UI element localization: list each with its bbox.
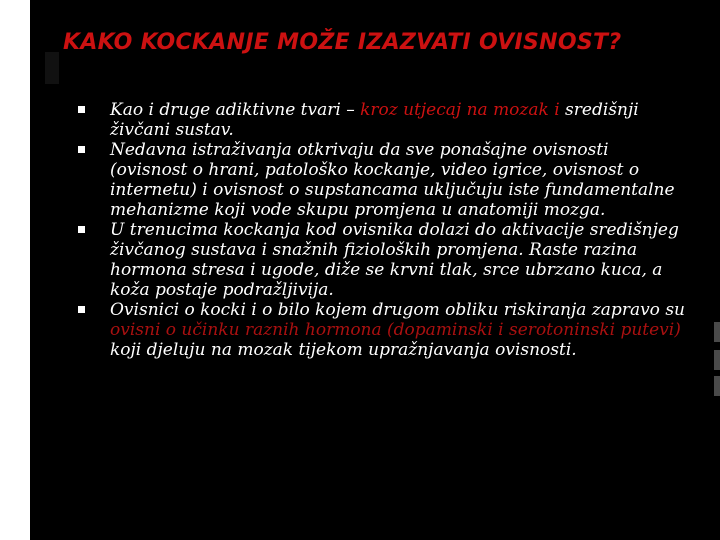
- bullet-highlight: ovisni o učinku raznih hormona (dopaminski i serotoninski putevi): [110, 320, 681, 340]
- bullet-text: središnji živčani sustav.: [110, 100, 639, 140]
- decor-bar-right-3: [714, 376, 720, 396]
- bullet-square-icon: [78, 306, 85, 313]
- decor-bar-left: [45, 52, 59, 84]
- bullet-text: Ovisnici o kocki i o bilo kojem drugom obliku riskiranja zapravo su: [110, 300, 685, 320]
- bullet-square-icon: [78, 146, 85, 153]
- bullet-list: [78, 100, 688, 360]
- bullet-item: [78, 140, 688, 220]
- bullet-text: Kao i druge adiktivne tvari –: [110, 100, 361, 120]
- slide: [30, 0, 720, 540]
- bullet-text: koji djeluju na mozak tijekom upražnjavanja ovisnosti.: [110, 340, 577, 360]
- bullet-item: [78, 300, 688, 360]
- bullet-text: U trenucima kockanja kod ovisnika dolazi do aktivacije središnjeg živčanog sustava i snažnih fizioloških promjena. Raste razina hormona stresa i ugode, diže se krvni tlak, srce ubrzano kuca, a koža postaje podražljivija.: [110, 220, 679, 300]
- bullet-square-icon: [78, 226, 85, 233]
- bullet-text: Nedavna istraživanja otkrivaju da sve ponašajne ovisnosti (ovisnost o hrani, patološko kockanje, video igrice, ovisnost o internetu) i ovisnost o supstancama uključuju iste fundamentalne mehanizme koji vode skupu promjena u anatomiji mozga.: [110, 140, 675, 220]
- bullet-item: [78, 100, 688, 140]
- bullet-highlight: kroz utjecaj na mozak i: [360, 100, 560, 120]
- decor-bar-right-1: [714, 322, 720, 342]
- slide-title: KAKO KOCKANJE MOŽE IZAZVATI OVISNOST?: [63, 30, 622, 55]
- bullet-item: [78, 220, 688, 300]
- bullet-square-icon: [78, 106, 85, 113]
- decor-bar-right-2: [714, 350, 720, 370]
